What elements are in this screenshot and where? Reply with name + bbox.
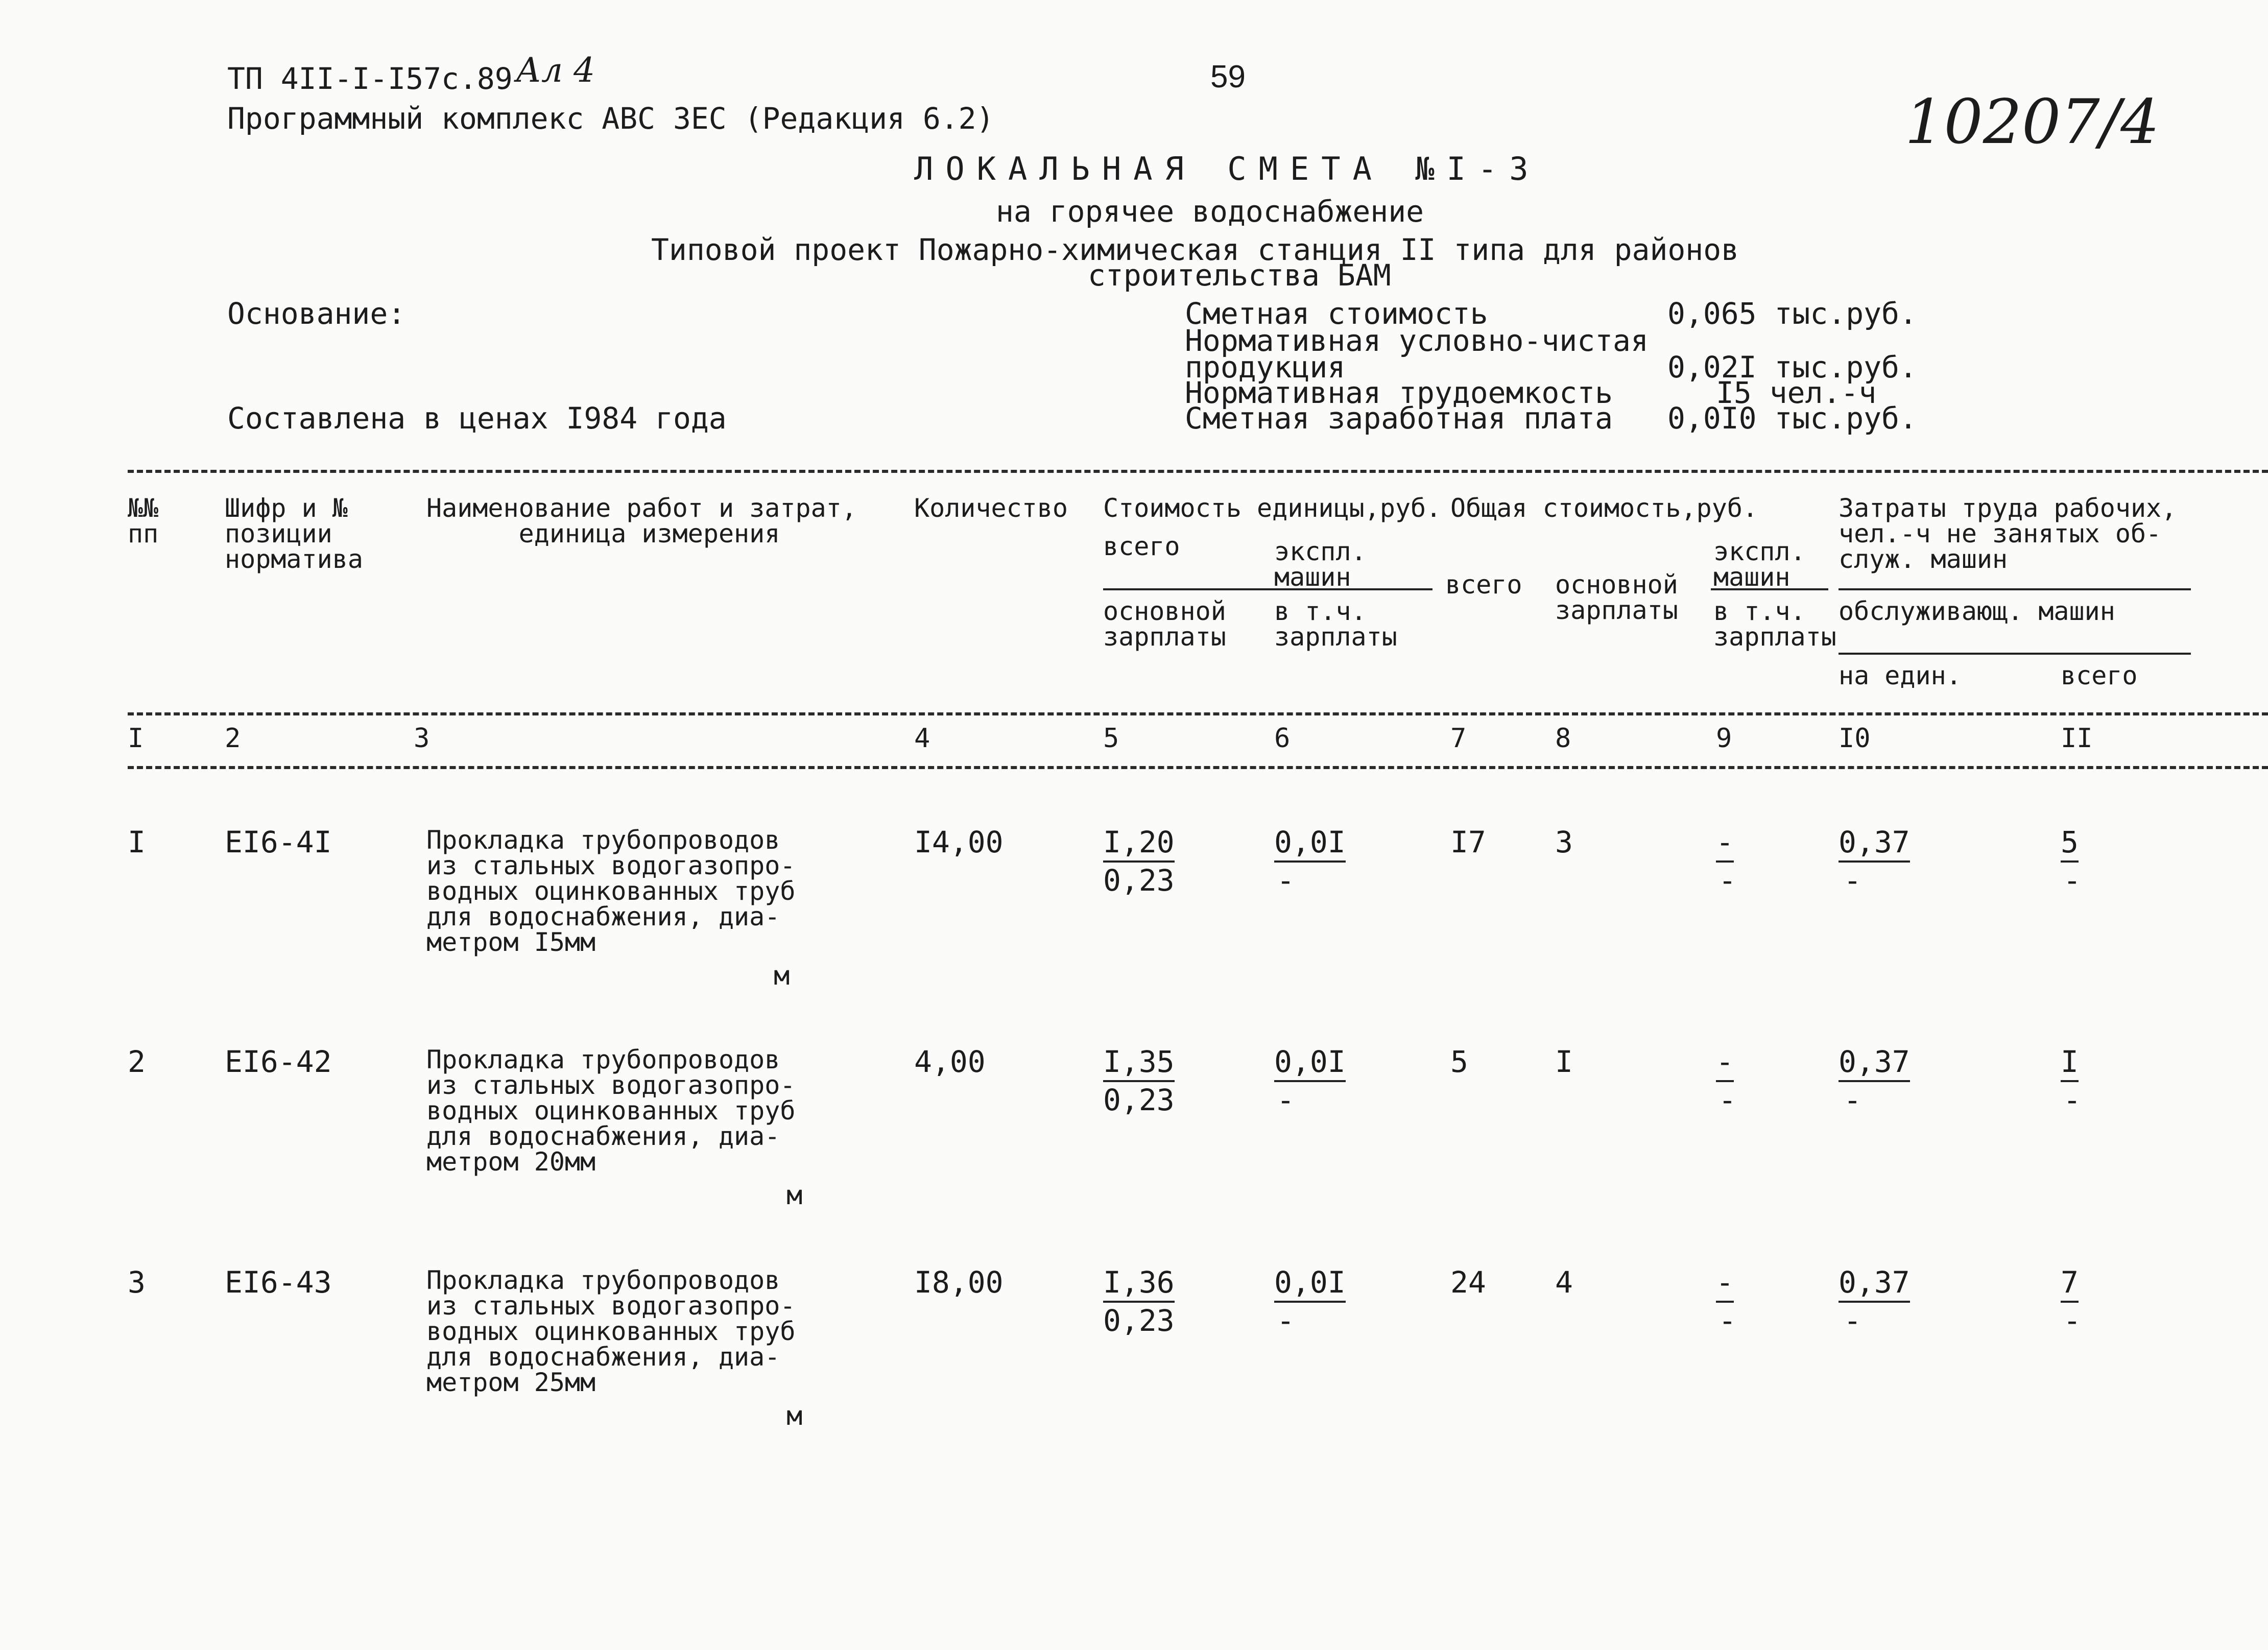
row-unit-wage: 0,23 [1103, 1303, 1175, 1338]
col-number: 7 [1450, 723, 1467, 754]
header-top-rule [128, 470, 2268, 473]
summary-label: Нормативная условно-чистая [1185, 323, 1649, 358]
row-total-wage: I [1555, 1044, 1573, 1079]
project-line-1: Типовой проект Пожарно-химическая станция II типа для районов [651, 232, 1739, 267]
col-header-code: Шифр и № позиции норматива [225, 493, 363, 574]
doc-code: ТП 4II-I-I57с.89 [227, 61, 513, 96]
c5-c6-rule [1103, 588, 1433, 590]
row-labor-unit-service: - [1844, 1083, 1861, 1117]
row-labor-total: I [2061, 1044, 2079, 1082]
row-total-wage: 3 [1555, 825, 1573, 859]
row-total-machine-wage: - [1718, 1083, 1736, 1117]
col-header-c9-bottom: в т.ч. зарплаты [1713, 596, 1836, 652]
col-number: 4 [914, 723, 930, 754]
row-code: EI6-42 [225, 1044, 332, 1079]
col-header-c6-bottom: в т.ч. зарплаты [1274, 596, 1397, 652]
page-number: 59 [1210, 59, 1246, 94]
row-labor-unit-service: - [1844, 863, 1861, 898]
row-total-machine: - [1716, 1265, 1734, 1303]
summary-value: 0,02I тыс.руб. [1667, 350, 1917, 385]
row-unit: м [786, 1401, 803, 1431]
row-quantity: 4,00 [914, 1044, 986, 1079]
row-labor-total-service: - [2063, 1303, 2081, 1338]
row-total-machine: - [1716, 1044, 1734, 1082]
row-total: I7 [1450, 825, 1486, 859]
c9-rule [1711, 588, 1828, 590]
col-number: 8 [1555, 723, 1571, 754]
col-header-unit-cost: Стоимость единицы,руб. [1103, 493, 1442, 523]
row-labor-unit-service: - [1844, 1303, 1861, 1338]
header-mid-rule [128, 712, 2268, 715]
col-header-quantity: Количество [914, 493, 1068, 523]
col-number: I [128, 723, 144, 754]
handwritten-number: 10207/4 [1905, 87, 2160, 158]
row-total-machine-wage: - [1718, 863, 1736, 898]
row-machine-wage: - [1277, 863, 1295, 898]
row-machine-cost: 0,0I [1274, 1044, 1346, 1082]
row-labor-total-service: - [2063, 1083, 2081, 1117]
col-number: I0 [1839, 723, 1871, 754]
col-number: 9 [1716, 723, 1732, 754]
program-name: Программный комплекс АВС ЗЕС (Редакция 6.2) [227, 101, 994, 136]
row-number: 3 [128, 1265, 146, 1300]
labor-service-rule [1839, 653, 2191, 655]
row-name: Прокладка трубопроводов из стальных водогазопро- водных оцинкованных труб для водоснабжения, диа- метром 25мм [426, 1265, 796, 1397]
row-number: 2 [128, 1044, 146, 1079]
summary-label: Сметная заработная плата [1185, 401, 1613, 436]
row-total: 5 [1450, 1044, 1468, 1079]
col-header-c11: всего [2061, 661, 2138, 690]
summary-label: продукция [1185, 350, 1346, 385]
row-labor-total: 5 [2061, 825, 2079, 863]
col-header-c10: на един. [1839, 661, 1962, 690]
row-machine-wage: - [1277, 1083, 1295, 1117]
col-number: 6 [1274, 723, 1291, 754]
col-header-c5-bottom: основной зарплаты [1103, 596, 1226, 652]
col-number: II [2061, 723, 2093, 754]
summary-label: Сметная стоимость [1185, 296, 1488, 331]
estimate-subject: на горячее водоснабжение [996, 194, 1424, 229]
row-labor-unit: 0,37 [1839, 1265, 1910, 1303]
basis-label: Основание: [227, 296, 406, 331]
row-number: I [128, 825, 146, 859]
col-header-number: №№ пп [128, 493, 159, 548]
col-number: 2 [225, 723, 241, 754]
project-line-2: строительства БАМ [1088, 258, 1391, 293]
row-unit-total: I,20 [1103, 825, 1175, 863]
row-unit-wage: 0,23 [1103, 863, 1175, 898]
summary-label: Нормативная трудоемкость [1185, 375, 1613, 410]
estimate-title: ЛОКАЛЬНАЯ СМЕТА №I-3 [914, 150, 1541, 187]
col-number: 5 [1103, 723, 1119, 754]
prices-label: Составлена в ценах I984 года [227, 401, 727, 436]
row-labor-total: 7 [2061, 1265, 2079, 1303]
row-code: EI6-43 [225, 1265, 332, 1300]
row-total-machine: - [1716, 825, 1734, 863]
row-total-wage: 4 [1555, 1265, 1573, 1300]
col-header-c5-top: всего [1103, 532, 1180, 561]
row-name: Прокладка трубопроводов из стальных водогазопро- водных оцинкованных труб для водоснабжения, диа- метром 20мм [426, 1045, 796, 1177]
summary-value: 0,0I0 тыс.руб. [1667, 401, 1917, 436]
row-machine-cost: 0,0I [1274, 825, 1346, 863]
col-header-total-cost: Общая стоимость,руб. [1450, 493, 1758, 523]
handwritten-mark: Ал 4 [516, 51, 595, 90]
row-unit: м [786, 1180, 803, 1211]
col-header-name: Наименование работ и затрат, единица измерения [426, 493, 857, 548]
row-machine-cost: 0,0I [1274, 1265, 1346, 1303]
col-number: 3 [414, 723, 430, 754]
row-unit: м [774, 961, 790, 991]
summary-value: 0,065 тыс.руб. [1667, 296, 1917, 331]
row-unit-total: I,36 [1103, 1265, 1175, 1303]
row-total: 24 [1450, 1265, 1486, 1300]
row-labor-unit: 0,37 [1839, 825, 1910, 863]
col-header-labor-service: обслуживающ. машин [1839, 596, 2115, 626]
labor-rule [1839, 588, 2191, 590]
row-name: Прокладка трубопроводов из стальных водогазопро- водных оцинкованных труб для водоснабжения, диа- метром I5мм [426, 825, 796, 957]
row-labor-unit: 0,37 [1839, 1044, 1910, 1082]
row-labor-total-service: - [2063, 863, 2081, 898]
col-header-c9-top: экспл. машин [1713, 537, 1806, 592]
row-code: EI6-4I [225, 825, 332, 859]
col-header-c6-top: экспл. машин [1274, 537, 1367, 592]
row-quantity: I4,00 [914, 825, 1004, 859]
row-unit-wage: 0,23 [1103, 1083, 1175, 1117]
row-quantity: I8,00 [914, 1265, 1004, 1300]
summary-value: I5 чел.-ч [1716, 375, 1877, 410]
col-header-c8: основной зарплаты [1555, 570, 1678, 625]
row-machine-wage: - [1277, 1303, 1295, 1338]
col-header-c7: всего [1445, 570, 1522, 600]
row-total-machine-wage: - [1718, 1303, 1736, 1338]
row-unit-total: I,35 [1103, 1044, 1175, 1082]
col-header-labor: Затраты труда рабочих, чел.-ч не занятых об- служ. машин [1839, 493, 2177, 574]
header-bottom-rule [128, 766, 2268, 769]
